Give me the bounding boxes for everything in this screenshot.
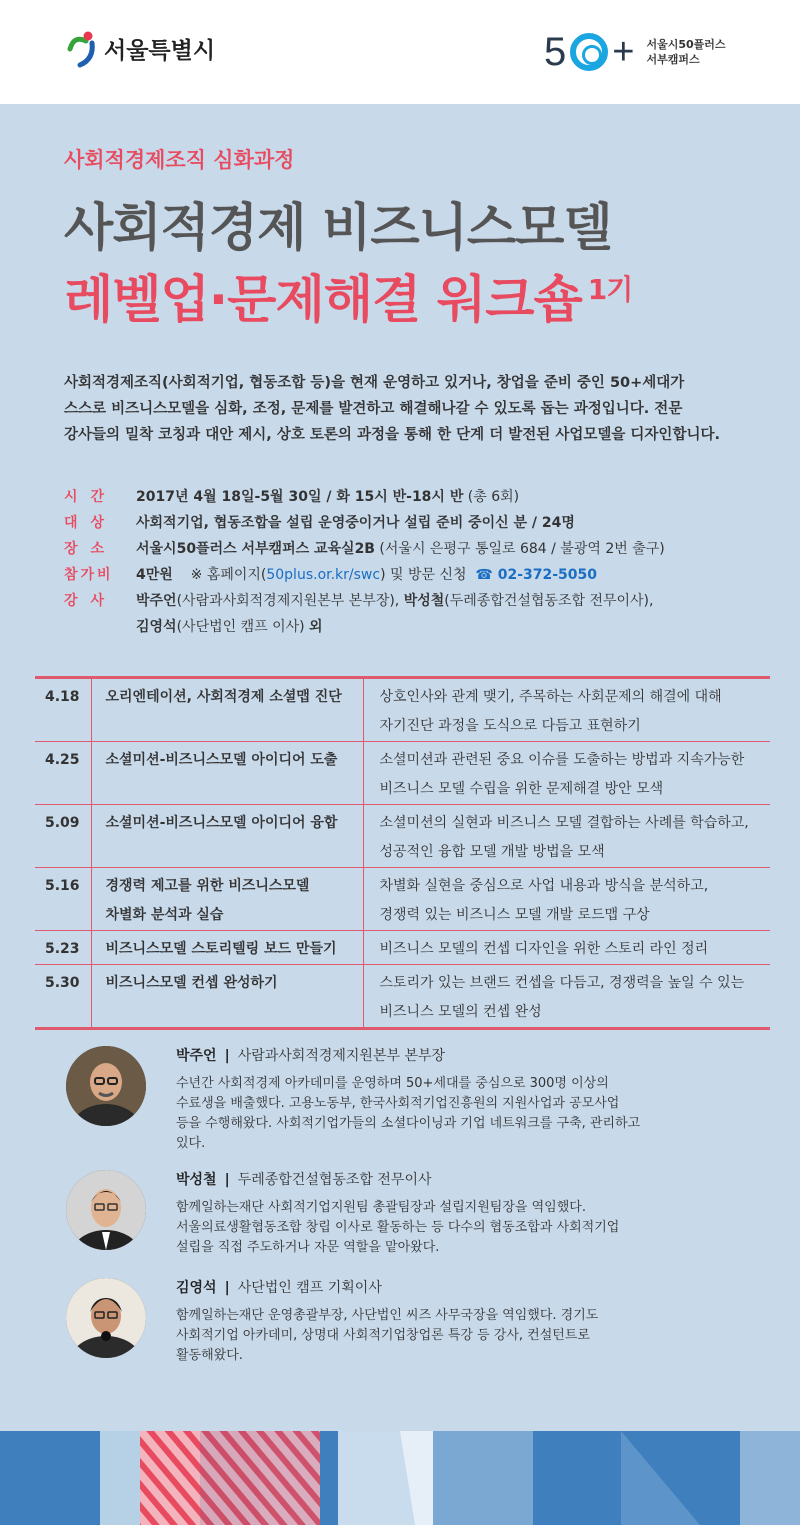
campus-logo xyxy=(544,30,726,74)
time-value: 2017년 4월 18일-5월 30일 / 화 15시 반-18시 반 xyxy=(136,489,464,505)
description-line: 스토리가 있는 브랜드 컨셉을 다듬고, 경쟁력을 높일 수 있는 xyxy=(379,975,745,991)
speaker-name: 박성철 xyxy=(176,1172,217,1188)
bio-line: 있다. xyxy=(176,1136,206,1151)
title-line1: 사회적경제 비즈니스모델 xyxy=(64,199,612,258)
avatar xyxy=(66,1278,146,1358)
schedule-row xyxy=(35,868,770,931)
info-target xyxy=(64,510,764,536)
description-line: 성공적인 융합 모델 개발 방법을 모색 xyxy=(379,844,605,860)
bio-line: 사회적기업 아카데미, 상명대 사회적기업창업론 특강 등 강사, 컨설턴트로 xyxy=(176,1328,590,1343)
speaker-heading xyxy=(176,1170,706,1190)
phone-number[interactable]: ☎ 02-372-5050 xyxy=(475,567,598,583)
homepage-link[interactable]: 50plus.or.kr/swc xyxy=(266,567,381,583)
separator: | xyxy=(224,1048,230,1064)
description-line: 비즈니스 모델 수립을 위한 문제해결 방안 모색 xyxy=(379,781,664,797)
info-lecturers-cont xyxy=(64,614,764,640)
campus-logo-line1: 서울시50플러스 xyxy=(646,38,726,51)
edition-label: 1기 xyxy=(587,273,633,306)
seoul-logo xyxy=(64,26,215,70)
bio-line: 등을 수행해왔다. 사회적기업가들의 소셜다이닝과 기업 네트워크를 구축, 관리하고 xyxy=(176,1116,641,1131)
info-place xyxy=(64,536,764,562)
schedule-row xyxy=(35,931,770,965)
place-note: (서울시 은평구 통일로 684 / 불광역 2번 출구) xyxy=(374,541,665,557)
avatar xyxy=(66,1046,146,1126)
schedule-table xyxy=(35,676,770,1030)
info-value xyxy=(136,588,764,614)
session-description xyxy=(363,805,770,868)
description-line: 차별화 실현을 중심으로 사업 내용과 방식을 분석하고, xyxy=(379,878,709,894)
description-line: 비즈니스 모델의 컨셉 완성 xyxy=(379,1004,542,1020)
schedule-row xyxy=(35,965,770,1029)
title-line2 xyxy=(64,258,632,332)
topic-line: 소셜미션-비즈니스모델 아이디어 도출 xyxy=(105,752,338,768)
course-subtitle: 사회적경제조직 심화과정 xyxy=(64,148,295,172)
speaker-text xyxy=(176,1170,706,1258)
lecturer-etc: 외 xyxy=(309,619,323,635)
logo-plus: + xyxy=(612,31,635,73)
lecturer-name: 박주언 xyxy=(136,593,177,609)
bio-line: 수료생을 배출했다. 고용노동부, 한국사회적기업진흥원의 지원사업과 공모사업 xyxy=(176,1096,620,1111)
speaker-text xyxy=(176,1046,706,1154)
session-topic xyxy=(91,678,363,742)
session-date: 5.23 xyxy=(35,931,91,965)
session-topic xyxy=(91,931,363,965)
lecturer-org: (사람과사회적경제지원본부 본부장), xyxy=(176,593,404,609)
info-label: 참가비 xyxy=(64,567,114,583)
speaker-role: 두레종합건설협동조합 전무이사 xyxy=(237,1172,432,1188)
seoul-logo-text: 서울특별시 xyxy=(104,37,216,64)
speaker-role: 사람과사회적경제지원본부 본부장 xyxy=(237,1048,446,1064)
seoul-symbol-icon xyxy=(64,27,102,69)
title-line2-text: 레벨업·문제해결 워크숍 xyxy=(64,271,582,330)
separator: | xyxy=(224,1280,230,1296)
fee-note-suffix: ) 및 방문 신청 xyxy=(380,567,467,583)
session-description xyxy=(363,678,770,742)
lecturer-org: (두레종합건설협동조합 전무이사), xyxy=(444,593,654,609)
schedule-row xyxy=(35,742,770,805)
campus-logo-line2: 서부캠퍼스 xyxy=(646,53,700,66)
info-value xyxy=(136,536,764,562)
info-value xyxy=(136,614,764,640)
bio-line: 함께일하는재단 사회적기업지원팀 총괄팀장과 설립지원팀장을 역임했다. xyxy=(176,1200,586,1215)
intro-line: 강사들의 밀착 코칭과 대안 제시, 상호 토론의 과정을 통해 한 단계 더 발전된 사업모델을 디자인합니다. xyxy=(64,427,720,443)
info-fee xyxy=(64,562,764,588)
session-topic xyxy=(91,742,363,805)
session-date: 5.16 xyxy=(35,868,91,931)
course-info xyxy=(64,484,764,640)
description-line: 자기진단 과정을 도식으로 다듬고 표현하기 xyxy=(379,718,641,734)
info-label: 장소 xyxy=(64,541,118,557)
info-lecturers xyxy=(64,588,764,614)
topic-line: 소셜미션-비즈니스모델 아이디어 융합 xyxy=(105,815,338,831)
description-line: 경쟁력 있는 비즈니스 모델 개발 로드맵 구상 xyxy=(379,907,650,923)
topic-line: 비즈니스모델 컨셉 완성하기 xyxy=(105,975,278,991)
fee-note-prefix: ※ 홈페이지( xyxy=(190,567,267,583)
session-description xyxy=(363,931,770,965)
lecturer-name: 박성철 xyxy=(403,593,445,609)
footer-decoration xyxy=(0,1431,800,1525)
description-line: 비즈니스 모델의 컨셉 디자인을 위한 스토리 라인 정리 xyxy=(379,941,709,957)
bio-line: 활동해왔다. xyxy=(176,1348,243,1363)
speaker-text xyxy=(176,1278,706,1366)
info-label: 대상 xyxy=(64,515,118,531)
speaker-name: 김영석 xyxy=(176,1280,217,1296)
bio-line: 수년간 사회적경제 아카데미를 운영하며 50+세대를 중심으로 300명 이상의 xyxy=(176,1076,609,1091)
info-time xyxy=(64,484,764,510)
schedule-row xyxy=(35,805,770,868)
speaker-heading xyxy=(176,1278,706,1298)
logo-circle-icon xyxy=(570,33,608,71)
speaker-role: 사단법인 캠프 기획이사 xyxy=(237,1280,382,1296)
bio-line: 서울의료생활협동조합 창립 이사로 활동하는 등 다수의 협동조합과 사회적기업 xyxy=(176,1220,620,1235)
topic-line: 차별화 분석과 실습 xyxy=(105,907,224,923)
topic-line: 비즈니스모델 스토리텔링 보드 만들기 xyxy=(105,941,337,957)
speaker-bio xyxy=(176,1306,706,1366)
info-label: 시간 xyxy=(64,489,118,505)
bio-line: 설립을 직접 주도하거나 자문 역할을 맡아왔다. xyxy=(176,1240,440,1255)
topic-line: 경쟁력 제고를 위한 비즈니스모델 xyxy=(105,878,310,894)
info-value xyxy=(136,484,764,510)
target-value: 사회적기업, 협동조합을 설립 운영중이거나 설립 준비 중이신 분 / 24명 xyxy=(136,515,575,531)
lecturer-name: 김영석 xyxy=(136,619,177,635)
intro-line: 스스로 비즈니스모델을 심화, 조정, 문제를 발견하고 해결해나갈 수 있도록 돕는 과정입니다. 전문 xyxy=(64,401,683,417)
topic-line: 오리엔테이션, 사회적경제 소셜맵 진단 xyxy=(105,689,342,705)
description-line: 소셜미션의 실현과 비즈니스 모델 결합하는 사례를 학습하고, xyxy=(379,815,749,831)
speaker-name: 박주언 xyxy=(176,1048,217,1064)
speaker-heading xyxy=(176,1046,706,1066)
info-label: 강사 xyxy=(64,593,118,609)
schedule-row xyxy=(35,678,770,742)
bio-line: 함께일하는재단 운영총괄부장, 사단법인 씨즈 사무국장을 역임했다. 경기도 xyxy=(176,1308,599,1323)
speaker-bio xyxy=(176,1074,706,1154)
info-value xyxy=(136,510,764,536)
logo-digit: 5 xyxy=(544,30,567,74)
lecturer-org: (사단법인 캠프 이사) xyxy=(176,619,310,635)
session-topic xyxy=(91,965,363,1029)
fee-value: 4만원 xyxy=(136,567,173,583)
session-date: 4.25 xyxy=(35,742,91,805)
session-description xyxy=(363,742,770,805)
session-topic xyxy=(91,805,363,868)
intro-line: 사회적경제조직(사회적기업, 협동조합 등)을 현재 운영하고 있거나, 창업을 준비 중인 50+세대가 xyxy=(64,375,685,391)
time-note: (총 6회) xyxy=(463,489,520,505)
intro-paragraph xyxy=(64,370,744,448)
info-value xyxy=(136,562,764,588)
session-date: 4.18 xyxy=(35,678,91,742)
speaker-bio xyxy=(176,1198,706,1258)
avatar xyxy=(66,1170,146,1250)
session-date: 5.30 xyxy=(45,975,80,991)
session-date: 5.09 xyxy=(35,805,91,868)
place-value: 서울시50플러스 서부캠퍼스 교육실2B xyxy=(136,541,375,557)
separator: | xyxy=(224,1172,230,1188)
header xyxy=(0,0,800,104)
session-description xyxy=(363,965,770,1029)
session-description xyxy=(363,868,770,931)
session-topic xyxy=(91,868,363,931)
campus-logo-text xyxy=(646,37,725,67)
description-line: 상호인사와 관계 맺기, 주목하는 사회문제의 해결에 대해 xyxy=(379,689,722,705)
footer-pattern-graphic xyxy=(0,1431,800,1525)
description-line: 소셜미션과 관련된 중요 이슈를 도출하는 방법과 지속가능한 xyxy=(379,752,745,768)
